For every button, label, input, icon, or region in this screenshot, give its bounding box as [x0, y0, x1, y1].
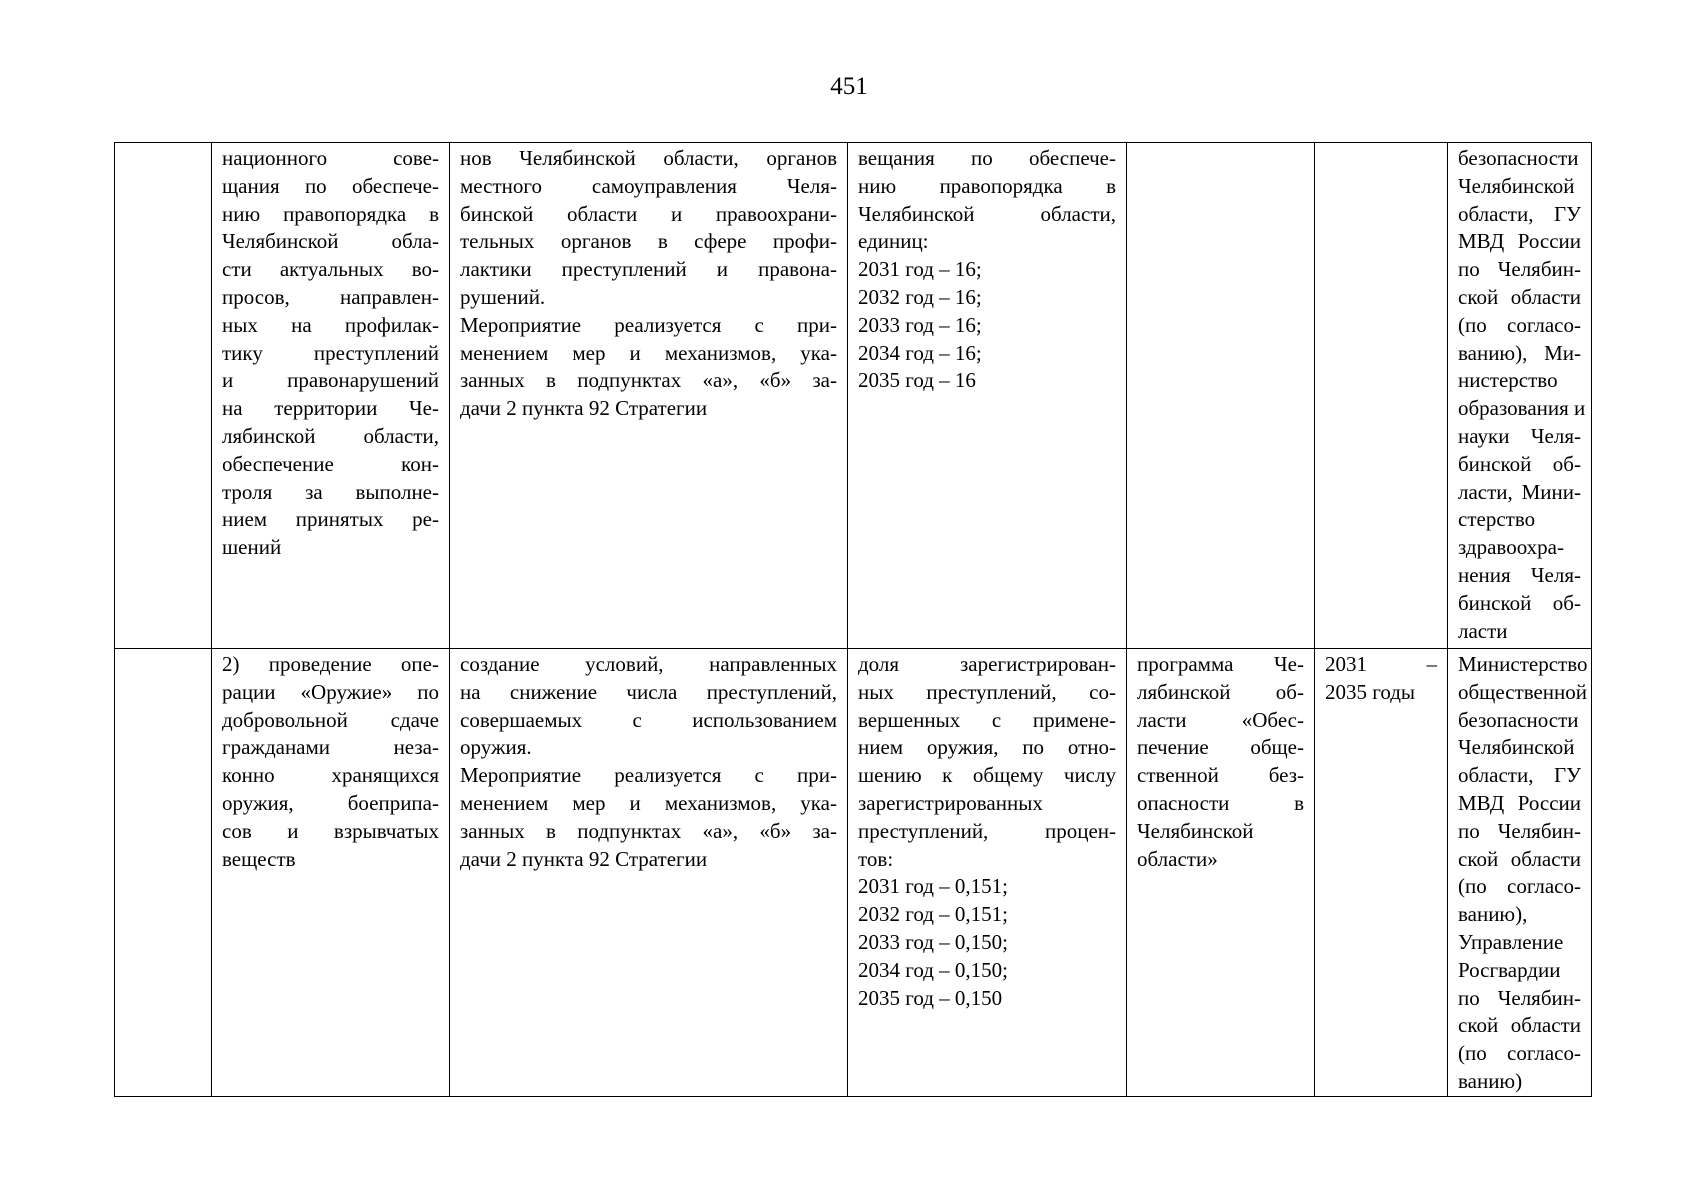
cell-text-line: конно хранящихся [222, 763, 439, 788]
cell-text-line: опасности в [1137, 790, 1304, 815]
cell-text-line: Министерство [1458, 652, 1588, 676]
cell-text-line: нистерство [1458, 368, 1558, 393]
cell-text-line: совершаемых с использованием [460, 707, 837, 732]
cell-text-line: ных преступлений, со- [858, 679, 1116, 704]
cell-text-line: доля зарегистрирован- [858, 652, 1116, 676]
cell-text-line: Челябинской [1137, 818, 1254, 843]
cell-text-line: ской области [1458, 284, 1581, 309]
cell-text-line: ванию), Ми- [1458, 340, 1581, 365]
cell-text-line: лябинской об- [1137, 679, 1304, 704]
cell-program [1127, 649, 1315, 1097]
cell-text-line: ласти «Обес- [1137, 707, 1304, 732]
cell-text-line: 2032 год – 16; [858, 284, 982, 309]
page-number: 451 [830, 73, 868, 100]
cell-text-line: программа Че- [1137, 652, 1304, 676]
cell-text-line: 2033 год – 16; [858, 312, 982, 337]
cell-text-line: сти актуальных во- [222, 257, 439, 282]
measures-table [114, 142, 1592, 1097]
cell-text-line: печение обще- [1137, 735, 1304, 760]
cell-expected-result [450, 649, 848, 1097]
cell-text-line: веществ [222, 846, 296, 871]
cell-number [115, 649, 212, 1097]
cell-text-line: и правонарушений [222, 368, 439, 393]
cell-text-line: Челябинской обла- [222, 229, 439, 254]
cell-text-line: Челябинской [1458, 735, 1575, 760]
cell-text-line: тельных органов в сфере профи- [460, 229, 837, 254]
cell-text-line: 2032 год – 0,151; [858, 902, 1009, 927]
cell-text-line: занных в подпунктах «а», «б» за- [460, 818, 837, 843]
cell-text-line: 2031 – [1325, 652, 1437, 676]
cell-text-line: области, ГУ [1458, 763, 1581, 788]
cell-text-line: нов Челябинской области, органов [460, 146, 837, 170]
cell-text-line: гражданами неза- [222, 735, 439, 760]
cell-text-line: безопасности [1458, 146, 1579, 170]
cell-text-line: 2035 год – 0,150 [858, 985, 1003, 1010]
cell-text-line: 2) проведение опе- [222, 652, 439, 676]
cell-text-line: добровольной сдаче [222, 707, 439, 732]
cell-text-line: занных в подпунктах «а», «б» за- [460, 368, 837, 393]
cell-number [115, 143, 212, 649]
cell-text-line: 2034 год – 0,150; [858, 957, 1009, 982]
cell-text-line: вершенных с примене- [858, 707, 1116, 732]
cell-text-line: 2031 год – 16; [858, 257, 982, 282]
cell-text-line: образования и [1458, 396, 1586, 421]
cell-text-line: рушений. [460, 284, 546, 309]
cell-text-line: 2035 годы [1325, 679, 1416, 704]
cell-text-line: преступлений, процен- [858, 818, 1116, 843]
cell-program [1127, 143, 1315, 649]
cell-text-line: Управление [1458, 929, 1564, 954]
cell-text-line: сов и взрывчатых [222, 818, 439, 843]
cell-text-line: на территории Че- [222, 396, 439, 421]
cell-text-line: нием принятых ре- [222, 507, 439, 532]
cell-text-line: оружия, боеприпа- [222, 790, 439, 815]
cell-text-line: науки Челя- [1458, 423, 1581, 448]
cell-text-line: стерство [1458, 507, 1536, 532]
cell-text-line: Росгвардии [1458, 957, 1561, 982]
table-row [115, 649, 1592, 1097]
cell-text-line: 2035 год – 16 [858, 368, 976, 393]
cell-text-line: дачи 2 пункта 92 Стратегии [460, 396, 708, 421]
cell-responsible [1448, 649, 1592, 1097]
cell-text-line: лябинской области, [222, 423, 439, 448]
cell-measure-name [212, 649, 450, 1097]
cell-text-line: нию правопорядка в [858, 173, 1116, 198]
cell-text-line: Мероприятие реализуется с при- [460, 763, 837, 788]
cell-text-line: области, ГУ [1458, 201, 1581, 226]
cell-text-line: тов: [858, 846, 894, 871]
cell-text-line: (по согласо- [1458, 874, 1581, 899]
cell-text-line: зарегистрированных [858, 790, 1043, 815]
cell-text-line: ственной без- [1137, 763, 1304, 788]
cell-text-line: области» [1137, 846, 1218, 871]
cell-text-line: Челябинской [1458, 173, 1575, 198]
cell-text-line: по Челябин- [1458, 985, 1581, 1010]
cell-responsible [1448, 143, 1592, 649]
cell-text-line: создание условий, направленных [460, 652, 837, 676]
cell-text-line: нием оружия, по отно- [858, 735, 1116, 760]
cell-text-line: нию правопорядка в [222, 201, 439, 226]
cell-text-line: тику преступлений [222, 340, 439, 365]
cell-text-line: ской области [1458, 846, 1581, 871]
cell-text-line: безопасности [1458, 707, 1579, 732]
cell-text-line: МВД России [1458, 229, 1581, 254]
cell-text-line: рации «Оружие» по [222, 679, 439, 704]
cell-text-line: ласти, Мини- [1458, 479, 1581, 504]
cell-text-line: ных на профилак- [222, 312, 439, 337]
cell-text-line: обеспечение кон- [222, 451, 439, 476]
table-row [115, 143, 1592, 649]
cell-text-line: просов, направлен- [222, 284, 439, 309]
cell-text-line: ской области [1458, 1013, 1581, 1038]
cell-text-line: 2033 год – 0,150; [858, 929, 1009, 954]
cell-text-line: национного сове- [222, 146, 439, 170]
cell-text-line: шений [222, 535, 282, 560]
cell-text-line: бинской об- [1458, 590, 1581, 615]
cell-text-line: вещания по обеспече- [858, 146, 1116, 170]
cell-text-line: местного самоуправления Челя- [460, 173, 837, 198]
cell-measure-name [212, 143, 450, 649]
cell-text-line: (по согласо- [1458, 312, 1581, 337]
cell-text-line: дачи 2 пункта 92 Стратегии [460, 846, 708, 871]
cell-text-line: 2031 год – 0,151; [858, 874, 1009, 899]
cell-indicator [848, 649, 1127, 1097]
cell-term [1315, 649, 1448, 1097]
cell-text-line: (по согласо- [1458, 1041, 1581, 1066]
cell-text-line: менением мер и механизмов, ука- [460, 340, 837, 365]
cell-text-line: здравоохра- [1458, 535, 1564, 560]
cell-text-line: бинской области и правоохрани- [460, 201, 837, 226]
cell-text-line: щания по обеспече- [222, 173, 439, 198]
cell-text-line: ласти [1458, 618, 1508, 643]
cell-text-line: бинской об- [1458, 451, 1581, 476]
cell-text-line: общественной [1458, 679, 1588, 704]
cell-text-line: ванию), [1458, 902, 1528, 927]
cell-text-line: ванию) [1458, 1068, 1523, 1093]
cell-text-line: по Челябин- [1458, 257, 1581, 282]
cell-text-line: троля за выполне- [222, 479, 439, 504]
cell-expected-result [450, 143, 848, 649]
cell-term [1315, 143, 1448, 649]
cell-text-line: Челябинской области, [858, 201, 1116, 226]
cell-text-line: лактики преступлений и правона- [460, 257, 837, 282]
cell-text-line: оружия. [460, 735, 532, 760]
cell-text-line: Мероприятие реализуется с при- [460, 312, 837, 337]
cell-text-line: нения Челя- [1458, 562, 1581, 587]
cell-text-line: МВД России [1458, 790, 1581, 815]
cell-text-line: 2034 год – 16; [858, 340, 982, 365]
cell-text-line: шению к общему числу [858, 763, 1116, 788]
cell-text-line: на снижение числа преступлений, [460, 679, 837, 704]
cell-text-line: единиц: [858, 229, 929, 254]
cell-text-line: менением мер и механизмов, ука- [460, 790, 837, 815]
cell-text-line: по Челябин- [1458, 818, 1581, 843]
cell-indicator [848, 143, 1127, 649]
